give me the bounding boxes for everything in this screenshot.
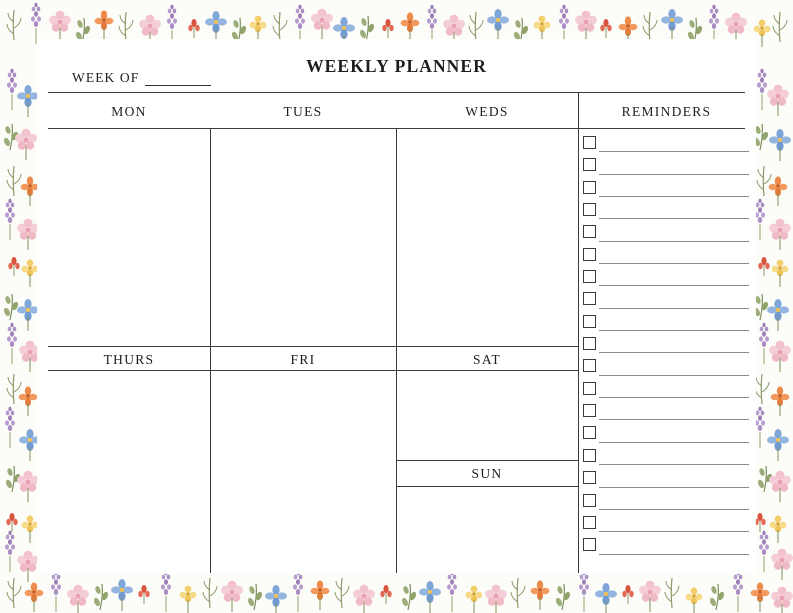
reminder-write-line[interactable] bbox=[599, 263, 749, 264]
reminder-row[interactable] bbox=[578, 534, 755, 556]
reminder-write-line[interactable] bbox=[599, 509, 749, 510]
reminder-write-line[interactable] bbox=[599, 196, 749, 197]
day-cell-tues[interactable] bbox=[212, 132, 394, 342]
planner-card bbox=[38, 40, 755, 573]
header-divider bbox=[48, 92, 745, 93]
checkbox-icon[interactable] bbox=[583, 315, 596, 328]
reminder-row[interactable] bbox=[578, 132, 755, 154]
checkbox-icon[interactable] bbox=[583, 270, 596, 283]
reminder-row[interactable] bbox=[578, 400, 755, 422]
reminder-row[interactable] bbox=[578, 467, 755, 489]
reminder-row[interactable] bbox=[578, 221, 755, 243]
columns-divider-mid2 bbox=[48, 370, 578, 371]
column-divider-1 bbox=[210, 128, 211, 573]
reminder-row[interactable] bbox=[578, 244, 755, 266]
reminder-write-line[interactable] bbox=[599, 464, 749, 465]
reminder-write-line[interactable] bbox=[599, 375, 749, 376]
checkbox-icon[interactable] bbox=[583, 337, 596, 350]
checkbox-icon[interactable] bbox=[583, 426, 596, 439]
column-header-fri: FRI bbox=[290, 352, 316, 367]
checkbox-icon[interactable] bbox=[583, 203, 596, 216]
checkbox-icon[interactable] bbox=[583, 181, 596, 194]
reminder-row[interactable] bbox=[578, 512, 755, 534]
reminder-write-line[interactable] bbox=[599, 397, 749, 398]
day-cell-sat[interactable] bbox=[398, 374, 576, 458]
reminder-row[interactable] bbox=[578, 266, 755, 288]
day-cell-weds[interactable] bbox=[398, 132, 576, 342]
reminder-row[interactable] bbox=[578, 199, 755, 221]
checkbox-icon[interactable] bbox=[583, 225, 596, 238]
reminder-row[interactable] bbox=[578, 490, 755, 512]
checkbox-icon[interactable] bbox=[583, 136, 596, 149]
checkbox-icon[interactable] bbox=[583, 382, 596, 395]
reminder-write-line[interactable] bbox=[599, 330, 749, 331]
checkbox-icon[interactable] bbox=[583, 449, 596, 462]
column-header-weds: WEDS bbox=[465, 104, 509, 119]
reminder-write-line[interactable] bbox=[599, 352, 749, 353]
checkbox-icon[interactable] bbox=[583, 538, 596, 551]
reminder-write-line[interactable] bbox=[599, 241, 749, 242]
reminder-write-line[interactable] bbox=[599, 487, 749, 488]
reminder-write-line[interactable] bbox=[599, 554, 749, 555]
column-divider-2 bbox=[396, 128, 397, 573]
checkbox-icon[interactable] bbox=[583, 471, 596, 484]
checkbox-icon[interactable] bbox=[583, 359, 596, 372]
reminder-row[interactable] bbox=[578, 333, 755, 355]
reminder-row[interactable] bbox=[578, 311, 755, 333]
day-cell-mon[interactable] bbox=[50, 132, 208, 342]
reminder-row[interactable] bbox=[578, 288, 755, 310]
reminder-row[interactable] bbox=[578, 154, 755, 176]
checkbox-icon[interactable] bbox=[583, 516, 596, 529]
checkbox-icon[interactable] bbox=[583, 292, 596, 305]
week-of-label: WEEK OF bbox=[72, 70, 140, 85]
reminder-row[interactable] bbox=[578, 422, 755, 444]
week-of-blank-line[interactable] bbox=[145, 74, 211, 86]
page-title: WEEKLY PLANNER bbox=[306, 56, 487, 76]
reminder-write-line[interactable] bbox=[599, 151, 749, 152]
column-header-reminders: REMINDERS bbox=[621, 104, 712, 119]
reminder-write-line[interactable] bbox=[599, 442, 749, 443]
column-header-sun: SUN bbox=[471, 466, 503, 481]
day-cell-fri[interactable] bbox=[212, 374, 394, 570]
reminder-write-line[interactable] bbox=[599, 308, 749, 309]
reminder-row[interactable] bbox=[578, 445, 755, 467]
week-of-field[interactable] bbox=[72, 70, 211, 86]
day-cell-thurs[interactable] bbox=[50, 374, 208, 570]
checkbox-icon[interactable] bbox=[583, 404, 596, 417]
reminder-write-line[interactable] bbox=[599, 174, 749, 175]
sun-label-divider bbox=[396, 486, 578, 487]
reminder-row[interactable] bbox=[578, 355, 755, 377]
reminder-write-line[interactable] bbox=[599, 531, 749, 532]
reminder-row[interactable] bbox=[578, 177, 755, 199]
checkbox-icon[interactable] bbox=[583, 158, 596, 171]
column-header-thurs: THURS bbox=[103, 352, 155, 367]
checkbox-icon[interactable] bbox=[583, 494, 596, 507]
reminder-write-line[interactable] bbox=[599, 419, 749, 420]
column-header-tues: TUES bbox=[283, 104, 323, 119]
column-header-sat: SAT bbox=[473, 352, 501, 367]
reminder-write-line[interactable] bbox=[599, 218, 749, 219]
columns-divider-mid bbox=[48, 346, 578, 347]
column-header-mon: MON bbox=[111, 104, 147, 119]
sat-sun-divider bbox=[396, 460, 578, 461]
checkbox-icon[interactable] bbox=[583, 248, 596, 261]
reminder-write-line[interactable] bbox=[599, 285, 749, 286]
day-cell-sun[interactable] bbox=[398, 490, 576, 570]
reminder-row[interactable] bbox=[578, 378, 755, 400]
reminders-list bbox=[578, 132, 755, 557]
